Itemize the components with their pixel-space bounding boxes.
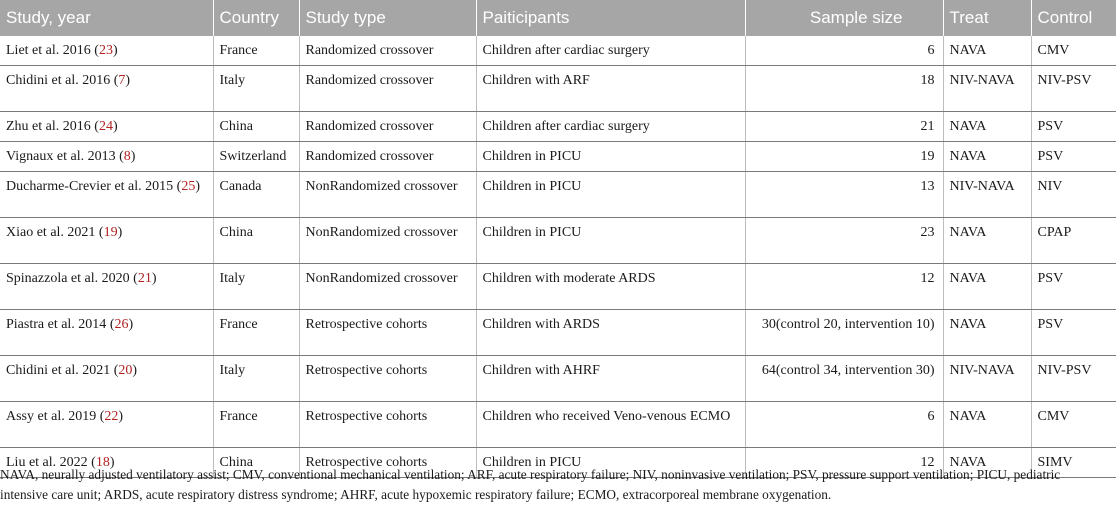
cell-study: Liu et al. 2022 (18) (0, 448, 213, 478)
reference-link[interactable]: 26 (114, 317, 129, 332)
cell-treat: NIV-NAVA (943, 172, 1031, 218)
cell-sample-size: 6 (745, 402, 943, 448)
cell-treat: NAVA (943, 218, 1031, 264)
cell-participants: Children after cardiac surgery (476, 36, 745, 66)
cell-participants: Children in PICU (476, 142, 745, 172)
cell-control: CPAP (1031, 218, 1116, 264)
cell-treat: NAVA (943, 264, 1031, 310)
cell-country: France (213, 402, 299, 448)
header-study-year: Study, year (0, 0, 213, 36)
cell-country: Italy (213, 264, 299, 310)
cell-participants: Children in PICU (476, 218, 745, 264)
reference-link[interactable]: 21 (137, 271, 152, 286)
cell-sample-size: 12 (745, 264, 943, 310)
reference-link[interactable]: 20 (118, 363, 133, 378)
cell-study: Ducharme-Crevier et al. 2015 (25) (0, 172, 213, 218)
cell-country: China (213, 448, 299, 478)
cell-country: France (213, 36, 299, 66)
cell-country: Switzerland (213, 142, 299, 172)
cell-study-type: Retrospective cohorts (299, 310, 476, 356)
table-row (0, 218, 1116, 264)
reference-link[interactable]: 18 (95, 455, 110, 470)
cell-country: Canada (213, 172, 299, 218)
cell-study: Assy et al. 2019 (22) (0, 402, 213, 448)
reference-link[interactable]: 7 (118, 73, 126, 88)
cell-study: Spinazzola et al. 2020 (21) (0, 264, 213, 310)
cell-treat: NAVA (943, 36, 1031, 66)
header-row (0, 0, 1116, 36)
cell-treat: NIV-NAVA (943, 66, 1031, 112)
cell-sample-size: 13 (745, 172, 943, 218)
cell-participants: Children with ARF (476, 66, 745, 112)
cell-study: Vignaux et al. 2013 (8) (0, 142, 213, 172)
cell-control: NIV-PSV (1031, 356, 1116, 402)
cell-control: CMV (1031, 36, 1116, 66)
table-row (0, 142, 1116, 172)
cell-country: France (213, 310, 299, 356)
cell-study-type: NonRandomized crossover (299, 172, 476, 218)
cell-country: China (213, 112, 299, 142)
header-participants: Paiticipants (476, 0, 745, 36)
cell-study: Xiao et al. 2021 (19) (0, 218, 213, 264)
cell-control: SIMV (1031, 448, 1116, 478)
cell-treat: NAVA (943, 448, 1031, 478)
cell-study-type: Randomized crossover (299, 36, 476, 66)
table-body (0, 36, 1116, 478)
table-header (0, 0, 1116, 36)
cell-study-type: Randomized crossover (299, 112, 476, 142)
cell-participants: Children in PICU (476, 448, 745, 478)
cell-control: CMV (1031, 402, 1116, 448)
cell-control: PSV (1031, 310, 1116, 356)
cell-control: NIV (1031, 172, 1116, 218)
cell-study-type: Retrospective cohorts (299, 448, 476, 478)
cell-control: PSV (1031, 264, 1116, 310)
reference-link[interactable]: 24 (98, 119, 113, 134)
cell-participants: Children with ARDS (476, 310, 745, 356)
table-row (0, 36, 1116, 66)
cell-treat: NAVA (943, 142, 1031, 172)
header-control: Control (1031, 0, 1116, 36)
cell-study: Piastra et al. 2014 (26) (0, 310, 213, 356)
table-row (0, 66, 1116, 112)
cell-sample-size: 19 (745, 142, 943, 172)
cell-participants: Children with moderate ARDS (476, 264, 745, 310)
cell-sample-size: 18 (745, 66, 943, 112)
cell-participants: Children with AHRF (476, 356, 745, 402)
header-country: Country (213, 0, 299, 36)
cell-study: Chidini et al. 2016 (7) (0, 66, 213, 112)
cell-study-type: NonRandomized crossover (299, 218, 476, 264)
cell-study-type: NonRandomized crossover (299, 264, 476, 310)
cell-participants: Children in PICU (476, 172, 745, 218)
cell-treat: NAVA (943, 112, 1031, 142)
table-row (0, 310, 1116, 356)
cell-study: Liet et al. 2016 (23) (0, 36, 213, 66)
table-row (0, 112, 1116, 142)
cell-participants: Children after cardiac surgery (476, 112, 745, 142)
header-sample-size: Sample size (745, 0, 943, 36)
table-footnote: NAVA, neurally adjusted ventilatory assist; CMV, conventional mechanical ventilation; ARF, acute respiratory failure; NIV, noninvasive ventilation; PSV, pressure support ventilation; PICU, pediatric intensive care unit; ARDS, acute respiratory distress syndrome; AHRF, acute hypoxemic respiratory failure; ECMO, extracorporeal membrane oxygenation. (0, 467, 1061, 502)
cell-study: Zhu et al. 2016 (24) (0, 112, 213, 142)
reference-link[interactable]: 8 (123, 149, 131, 164)
cell-sample-size: 21 (745, 112, 943, 142)
cell-sample-size: 12 (745, 448, 943, 478)
cell-country: Italy (213, 66, 299, 112)
table-row (0, 356, 1116, 402)
cell-treat: NIV-NAVA (943, 356, 1031, 402)
cell-country: China (213, 218, 299, 264)
reference-link[interactable]: 25 (181, 179, 196, 194)
cell-study: Chidini et al. 2021 (20) (0, 356, 213, 402)
cell-treat: NAVA (943, 310, 1031, 356)
cell-sample-size: 23 (745, 218, 943, 264)
cell-study-type: Retrospective cohorts (299, 356, 476, 402)
cell-study-type: Randomized crossover (299, 142, 476, 172)
cell-control: PSV (1031, 142, 1116, 172)
reference-link[interactable]: 19 (103, 225, 118, 240)
cell-treat: NAVA (943, 402, 1031, 448)
reference-link[interactable]: 22 (104, 409, 119, 424)
cell-control: PSV (1031, 112, 1116, 142)
cell-country: Italy (213, 356, 299, 402)
cell-study-type: Randomized crossover (299, 66, 476, 112)
cell-sample-size: 30(control 20, intervention 10) (745, 310, 943, 356)
table-row (0, 402, 1116, 448)
cell-sample-size: 6 (745, 36, 943, 66)
table-row (0, 264, 1116, 310)
reference-link[interactable]: 23 (98, 43, 113, 58)
header-treat: Treat (943, 0, 1031, 36)
table-row (0, 172, 1116, 218)
cell-control: NIV-PSV (1031, 66, 1116, 112)
cell-participants: Children who received Veno-venous ECMO (476, 402, 745, 448)
cell-study-type: Retrospective cohorts (299, 402, 476, 448)
header-study-type: Study type (299, 0, 476, 36)
cell-sample-size: 64(control 34, intervention 30) (745, 356, 943, 402)
